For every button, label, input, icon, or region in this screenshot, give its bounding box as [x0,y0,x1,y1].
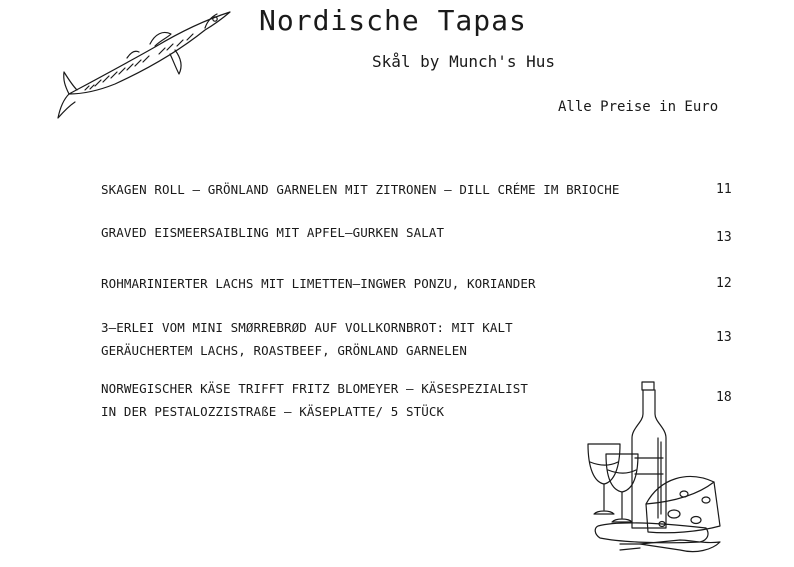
menu-item-description: NORWEGISCHER KÄSE TRIFFT FRITZ BLOMEYER – KÄSESPEZIALIST IN DER PESTALOZZISTRAßE – KÄSEPLATTE/ 5 STÜCK [101,381,529,419]
menu-item-price: 12 [716,276,732,291]
menu-item-price: 11 [716,182,732,197]
menu-item-price: 18 [716,390,732,405]
menu-item-description: 3–ERLEI VOM MINI SMØRREBRØD AUF VOLLKORNBROT: MIT KALT GERÄUCHERTEM LACHS, ROASTBEEF, GRÖNLAND GARNELEN [101,320,513,358]
wine-and-cheese-icon [580,378,730,563]
menu-item-description: ROHMARINIERTER LACHS MIT LIMETTEN–INGWER PONZU, KORIANDER [101,276,536,291]
menu-item-description: GRAVED EISMEERSAIBLING MIT APFEL–GURKEN SALAT [101,225,445,240]
menu-item-description: SKAGEN ROLL – GRÖNLAND GARNELEN MIT ZITRONEN – DILL CRÉME IM BRIOCHE [101,182,620,197]
mackerel-fish-icon [55,2,245,127]
page-title: Nordische Tapas [259,4,527,37]
restaurant-subtitle: Skål by Munch's Hus [372,52,556,71]
menu-item-price: 13 [716,230,732,245]
prices-note: Alle Preise in Euro [558,99,719,115]
menu-item-price: 13 [716,330,732,345]
